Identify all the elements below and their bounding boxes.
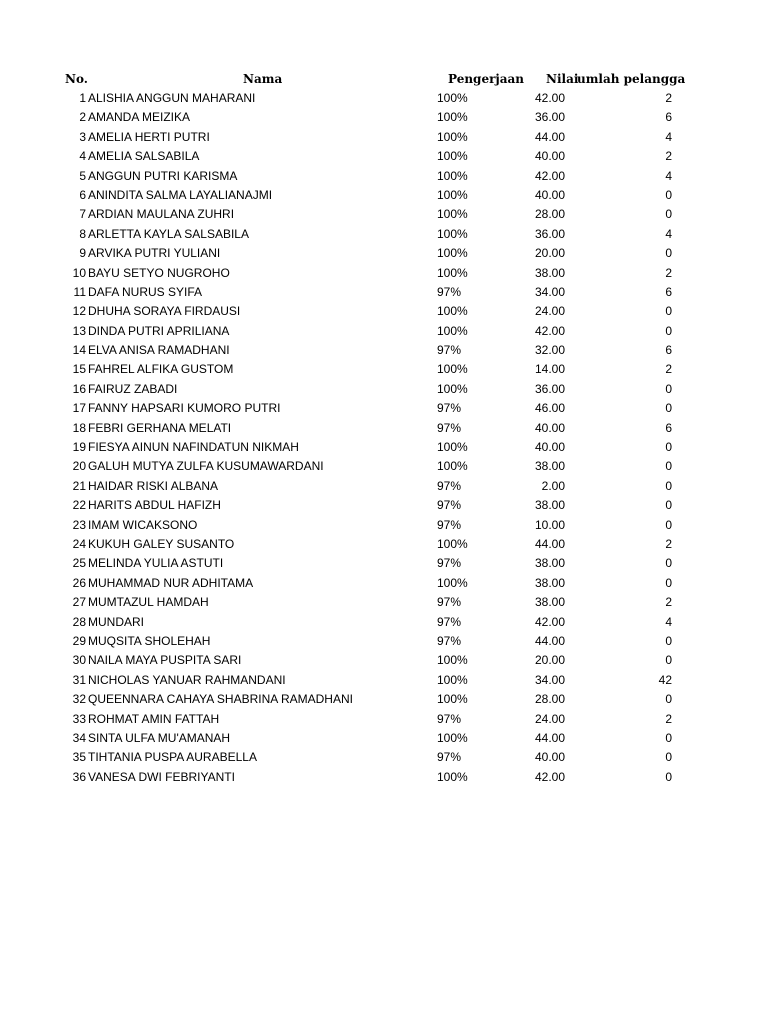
table-row: [0, 89, 768, 108]
cell-no: 34: [72, 730, 86, 745]
cell-nama: MUNDARI: [88, 614, 144, 629]
cell-no: 26: [72, 575, 86, 590]
table-row: [0, 167, 768, 186]
cell-jumlah: 0: [665, 556, 672, 571]
cell-pengerjaan: 97%: [437, 750, 462, 765]
cell-no: 16: [72, 381, 86, 396]
table-row: [0, 768, 768, 787]
cell-no: 12: [72, 304, 86, 319]
cell-nama: AMELIA HERTI PUTRI: [88, 129, 210, 144]
cell-nama: ANGGUN PUTRI KARISMA: [88, 168, 238, 183]
cell-pengerjaan: 100%: [437, 672, 468, 687]
cell-nilai: 24.00: [534, 304, 565, 319]
cell-nama: DAFA NURUS SYIFA: [88, 284, 203, 299]
cell-pengerjaan: 100%: [437, 187, 468, 202]
cell-no: 18: [72, 420, 86, 435]
header-no: No.: [65, 72, 88, 86]
cell-nama: KUKUH GALEY SUSANTO: [88, 536, 235, 551]
table-row: [0, 360, 768, 379]
cell-jumlah: 0: [665, 653, 672, 668]
cell-jumlah: 0: [665, 478, 672, 493]
table-row: [0, 457, 768, 476]
cell-jumlah: 2: [665, 362, 672, 377]
cell-nilai: 38.00: [534, 459, 565, 474]
cell-nama: ELVA ANISA RAMADHANI: [88, 343, 230, 358]
table-row: [0, 341, 768, 360]
cell-nama: ANINDITA SALMA LAYALIANAJMI: [88, 187, 273, 202]
cell-jumlah: 4: [665, 129, 672, 144]
table-row: [0, 225, 768, 244]
cell-no: 15: [72, 362, 86, 377]
cell-nama: QUEENNARA CAHAYA SHABRINA RAMADHANI: [88, 692, 353, 707]
cell-nilai: 36.00: [534, 381, 565, 396]
table-row: [0, 302, 768, 321]
cell-nama: SINTA ULFA MU'AMANAH: [88, 730, 231, 745]
cell-nama: ARDIAN MAULANA ZUHRI: [88, 207, 235, 222]
table-row: [0, 264, 768, 283]
cell-no: 24: [72, 536, 86, 551]
cell-nilai: 44.00: [534, 536, 565, 551]
cell-pengerjaan: 100%: [437, 91, 468, 105]
cell-nilai: 20.00: [534, 653, 565, 668]
table-row: [0, 748, 768, 767]
cell-nama: AMANDA MEIZIKA: [88, 110, 191, 125]
cell-nilai: 40.00: [534, 750, 565, 765]
cell-jumlah: 4: [665, 614, 672, 629]
cell-pengerjaan: 97%: [437, 284, 462, 299]
cell-no: 11: [73, 284, 86, 299]
cell-jumlah: 2: [665, 536, 672, 551]
score-table: [0, 69, 768, 787]
cell-nilai: 28.00: [534, 207, 565, 222]
cell-jumlah: 0: [665, 440, 672, 455]
cell-jumlah: 2: [665, 711, 672, 726]
cell-jumlah: 4: [665, 168, 672, 183]
cell-jumlah: 2: [665, 149, 672, 164]
cell-pengerjaan: 100%: [437, 381, 468, 396]
cell-nilai: 42.00: [534, 168, 565, 183]
cell-nilai: 38.00: [534, 498, 565, 513]
cell-nama: ARLETTA KAYLA SALSABILA: [88, 226, 249, 241]
table-row: [0, 108, 768, 127]
table-row: [0, 651, 768, 670]
cell-no: 25: [72, 556, 86, 571]
cell-pengerjaan: 97%: [437, 420, 462, 435]
cell-nilai: 44.00: [534, 730, 565, 745]
cell-nama: FAIRUZ ZABADI: [88, 381, 178, 396]
cell-nilai: 34.00: [534, 284, 565, 299]
cell-pengerjaan: 97%: [437, 633, 462, 648]
cell-no: 9: [79, 246, 86, 261]
cell-nama: MUQSITA SHOLEHAH: [88, 633, 211, 648]
table-row: [0, 496, 768, 515]
cell-jumlah: 0: [665, 575, 672, 590]
cell-jumlah: 0: [665, 401, 672, 416]
cell-nama: ALISHIA ANGGUN MAHARANI: [88, 91, 256, 105]
cell-no: 5: [79, 168, 86, 183]
cell-nilai: 40.00: [534, 420, 565, 435]
cell-jumlah: 0: [665, 207, 672, 222]
table-row: [0, 613, 768, 632]
table-row: [0, 729, 768, 748]
cell-jumlah: 0: [665, 750, 672, 765]
cell-jumlah: 0: [665, 633, 672, 648]
table-row: [0, 128, 768, 147]
cell-pengerjaan: 97%: [437, 556, 462, 571]
table-row: [0, 322, 768, 341]
cell-no: 6: [79, 187, 86, 202]
cell-pengerjaan: 100%: [437, 168, 468, 183]
cell-pengerjaan: 100%: [437, 129, 468, 144]
cell-pengerjaan: 97%: [437, 401, 462, 416]
cell-jumlah: 0: [665, 769, 672, 784]
cell-nama: FANNY HAPSARI KUMORO PUTRI: [88, 401, 281, 416]
cell-nama: HAIDAR RISKI ALBANA: [88, 478, 219, 493]
cell-jumlah: 0: [665, 304, 672, 319]
cell-pengerjaan: 100%: [437, 304, 468, 319]
cell-pengerjaan: 100%: [437, 207, 468, 222]
cell-pengerjaan: 97%: [437, 614, 462, 629]
cell-pengerjaan: 100%: [437, 265, 468, 280]
cell-nilai: 42.00: [534, 323, 565, 338]
cell-pengerjaan: 97%: [437, 711, 462, 726]
cell-jumlah: 0: [665, 187, 672, 202]
cell-jumlah: 4: [665, 226, 672, 241]
table-body: [0, 89, 768, 787]
cell-pengerjaan: 100%: [437, 226, 468, 241]
table-row: [0, 516, 768, 535]
cell-pengerjaan: 100%: [437, 769, 468, 784]
cell-no: 3: [79, 129, 86, 144]
table-row: [0, 186, 768, 205]
cell-nilai: 40.00: [534, 149, 565, 164]
cell-jumlah: 0: [665, 498, 672, 513]
cell-jumlah: 6: [665, 284, 672, 299]
table-row: [0, 244, 768, 263]
cell-jumlah: 0: [665, 323, 672, 338]
cell-no: 19: [72, 440, 86, 455]
table-row: [0, 632, 768, 651]
cell-nama: BAYU SETYO NUGROHO: [88, 265, 230, 280]
table-row: [0, 477, 768, 496]
cell-pengerjaan: 100%: [437, 110, 468, 125]
cell-nilai: 24.00: [534, 711, 565, 726]
cell-pengerjaan: 100%: [437, 246, 468, 261]
cell-nilai: 40.00: [534, 440, 565, 455]
table-row: [0, 205, 768, 224]
cell-pengerjaan: 100%: [437, 536, 468, 551]
cell-jumlah: 0: [665, 730, 672, 745]
cell-no: 32: [72, 692, 86, 707]
cell-no: 2: [79, 110, 86, 125]
cell-nama: VANESA DWI FEBRIYANTI: [88, 769, 235, 784]
cell-no: 31: [72, 672, 86, 687]
cell-nilai: 36.00: [534, 226, 565, 241]
cell-nama: HARITS ABDUL HAFIZH: [88, 498, 221, 513]
cell-nilai: 42.00: [534, 614, 565, 629]
table-row: [0, 535, 768, 554]
cell-pengerjaan: 97%: [437, 343, 462, 358]
cell-jumlah: 2: [665, 265, 672, 280]
cell-jumlah: 0: [665, 459, 672, 474]
cell-nama: MUMTAZUL HAMDAH: [88, 595, 209, 610]
cell-no: 20: [72, 459, 86, 474]
cell-nama: DINDA PUTRI APRILIANA: [88, 323, 230, 338]
cell-nama: MELINDA YULIA ASTUTI: [88, 556, 224, 571]
cell-nilai: 46.00: [534, 401, 565, 416]
cell-no: 36: [72, 769, 86, 784]
cell-no: 27: [72, 595, 86, 610]
cell-no: 35: [72, 750, 86, 765]
cell-nama: FAHREL ALFIKA GUSTOM: [88, 362, 234, 377]
cell-no: 13: [72, 323, 86, 338]
table-row: [0, 147, 768, 166]
cell-nilai: 34.00: [534, 672, 565, 687]
header-pengerjaan: Pengerjaan: [448, 72, 525, 86]
cell-jumlah: 42: [658, 672, 672, 687]
table-row: [0, 438, 768, 457]
cell-no: 8: [79, 226, 86, 241]
cell-nama: NICHOLAS YANUAR RAHMANDANI: [88, 672, 286, 687]
cell-nilai: 38.00: [534, 575, 565, 590]
cell-pengerjaan: 100%: [437, 149, 468, 164]
cell-nilai: 28.00: [534, 692, 565, 707]
cell-pengerjaan: 100%: [437, 730, 468, 745]
cell-jumlah: 2: [665, 91, 672, 105]
table-row: [0, 710, 768, 729]
cell-pengerjaan: 97%: [437, 478, 462, 493]
cell-jumlah: 0: [665, 246, 672, 261]
table-row: [0, 593, 768, 612]
cell-nilai: 42.00: [534, 769, 565, 784]
header-jumlah-text: umlah pelangga: [577, 72, 686, 86]
cell-nilai: 38.00: [534, 556, 565, 571]
cell-nama: MUHAMMAD NUR ADHITAMA: [88, 575, 254, 590]
cell-no: 14: [72, 343, 86, 358]
cell-nilai: 38.00: [534, 595, 565, 610]
cell-nama: IMAM WICAKSONO: [88, 517, 198, 532]
header-jumlah-pelanggaran: [577, 72, 686, 86]
table-row: [0, 283, 768, 302]
header-nilai: Nilai: [546, 72, 579, 86]
cell-no: 29: [72, 633, 86, 648]
cell-pengerjaan: 97%: [437, 595, 462, 610]
cell-nama: NAILA MAYA PUSPITA SARI: [88, 653, 242, 668]
cell-jumlah: 6: [665, 420, 672, 435]
cell-nilai: 10.00: [534, 517, 565, 532]
cell-nama: FEBRI GERHANA MELATI: [88, 420, 232, 435]
cell-nilai: 32.00: [534, 343, 565, 358]
cell-nilai: 42.00: [534, 91, 565, 105]
cell-nama: GALUH MUTYA ZULFA KUSUMAWARDANI: [88, 459, 324, 474]
cell-nilai: 40.00: [534, 187, 565, 202]
cell-pengerjaan: 100%: [437, 653, 468, 668]
cell-nilai: 44.00: [534, 129, 565, 144]
table-row: [0, 399, 768, 418]
cell-pengerjaan: 100%: [437, 459, 468, 474]
cell-no: 21: [72, 478, 86, 493]
table-row: [0, 690, 768, 709]
cell-jumlah: 2: [665, 595, 672, 610]
cell-no: 4: [79, 149, 86, 164]
cell-nama: FIESYA AINUN NAFINDATUN NIKMAH: [88, 440, 299, 455]
table-row: [0, 380, 768, 399]
table-row: [0, 671, 768, 690]
cell-nilai: 2.00: [541, 478, 565, 493]
cell-pengerjaan: 97%: [437, 517, 462, 532]
cell-no: 33: [72, 711, 86, 726]
header-nama: Nama: [243, 72, 283, 86]
cell-no: 28: [72, 614, 86, 629]
cell-pengerjaan: 100%: [437, 362, 468, 377]
cell-nama: AMELIA SALSABILA: [88, 149, 200, 164]
cell-no: 17: [72, 401, 86, 416]
cell-nilai: 44.00: [534, 633, 565, 648]
cell-nama: ARVIKA PUTRI YULIANI: [88, 246, 221, 261]
table-row: [0, 554, 768, 573]
cell-nama: DHUHA SORAYA FIRDAUSI: [88, 304, 241, 319]
cell-nilai: 20.00: [534, 246, 565, 261]
cell-jumlah: 0: [665, 517, 672, 532]
cell-pengerjaan: 100%: [437, 440, 468, 455]
cell-no: 10: [72, 265, 86, 280]
table-header: [0, 69, 768, 89]
cell-pengerjaan: 100%: [437, 692, 468, 707]
cell-jumlah: 0: [665, 381, 672, 396]
table-row: [0, 574, 768, 593]
cell-pengerjaan: 100%: [437, 323, 468, 338]
cell-no: 22: [72, 498, 86, 513]
cell-nilai: 14.00: [534, 362, 565, 377]
cell-pengerjaan: 97%: [437, 498, 462, 513]
cell-no: 30: [72, 653, 86, 668]
cell-nama: TIHTANIA PUSPA AURABELLA: [88, 750, 257, 765]
cell-nilai: 38.00: [534, 265, 565, 280]
cell-no: 23: [72, 517, 86, 532]
cell-nama: ROHMAT AMIN FATTAH: [88, 711, 220, 726]
cell-nilai: 36.00: [534, 110, 565, 125]
cell-jumlah: 6: [665, 343, 672, 358]
cell-no: 1: [79, 91, 86, 105]
cell-pengerjaan: 100%: [437, 575, 468, 590]
cell-no: 7: [79, 207, 86, 222]
table-row: [0, 419, 768, 438]
cell-jumlah: 6: [665, 110, 672, 125]
cell-jumlah: 0: [665, 692, 672, 707]
